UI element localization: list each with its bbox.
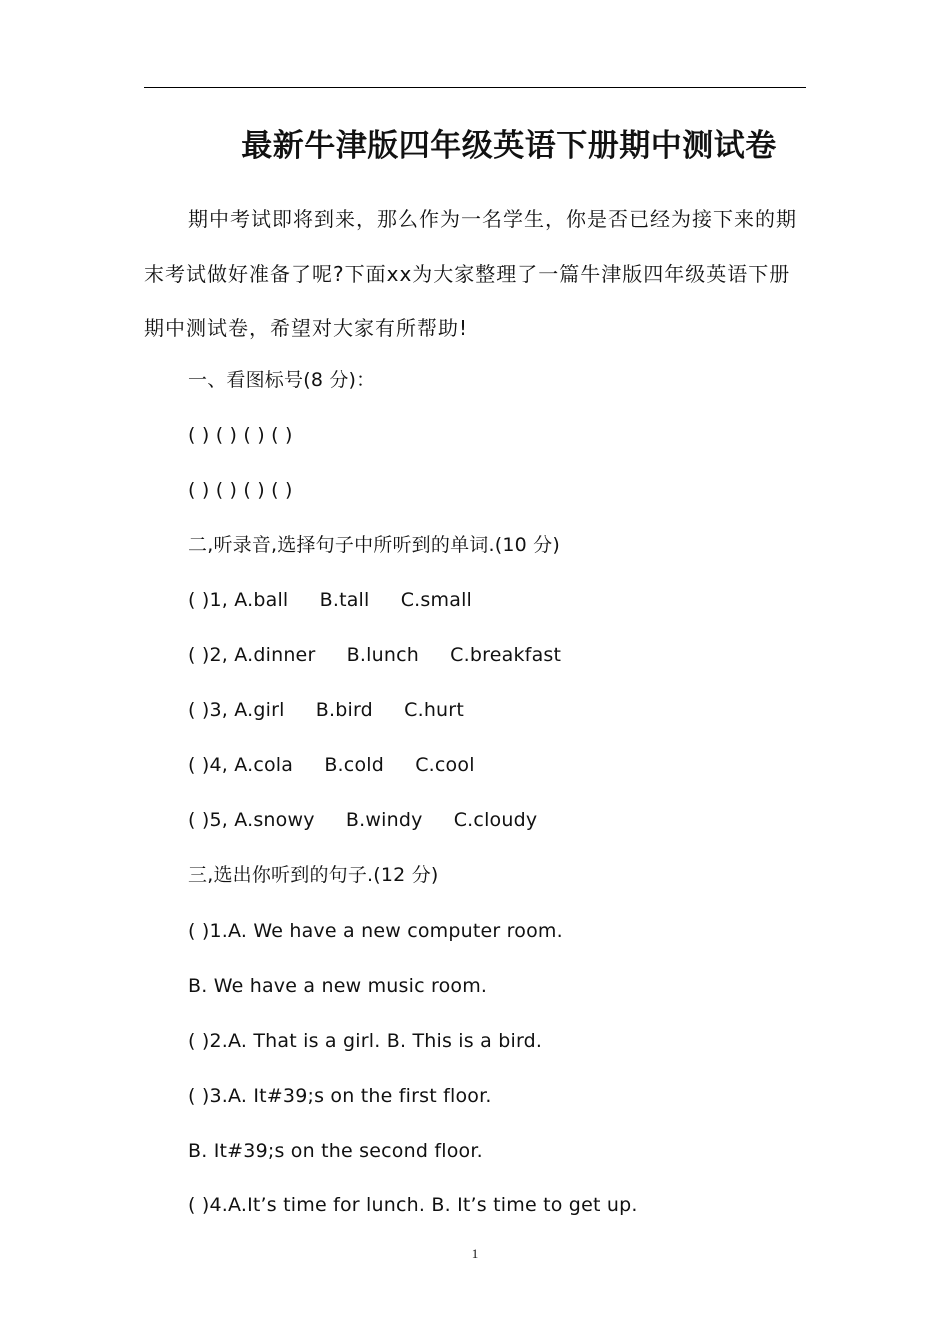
intro-paragraph: 期中考试即将到来，那么作为一名学生，你是否已经为接下来的期末考试做好准备了呢?下面xx为大家整理了一篇牛津版四年级英语下册期中测试卷，希望对大家有所帮助!	[144, 207, 797, 340]
question-line: ( )1.A. We have a new computer room.	[188, 920, 563, 942]
question-line: ( )4.A.It’s time for lunch. B. It’s time to get up.	[188, 1194, 638, 1216]
header-rule	[144, 87, 806, 88]
answer-blanks-row-1: ( ) ( ) ( ) ( )	[188, 424, 293, 446]
section-heading-2: 二,听录音,选择句子中所听到的单词.(10 分)	[188, 534, 560, 556]
question-line: ( )5, A.snowy B.windy C.cloudy	[188, 809, 538, 831]
page-number: 1	[471, 1246, 479, 1261]
question-line: ( )4, A.cola B.cold C.cool	[188, 754, 475, 776]
question-line: ( )3.A. It#39;s on the first floor.	[188, 1085, 492, 1107]
section-heading-3: 三,选出你听到的句子.(12 分)	[188, 864, 439, 886]
question-line: B. We have a new music room.	[188, 975, 488, 997]
section-heading-1: 一、看图标号(8 分)：	[188, 369, 376, 391]
question-line: ( )2.A. That is a girl. B. This is a bird.	[188, 1030, 543, 1052]
question-line: ( )2, A.dinner B.lunch C.breakfast	[188, 644, 562, 666]
page-title: 最新牛津版四年级英语下册期中测试卷	[241, 128, 777, 164]
answer-blanks-row-2: ( ) ( ) ( ) ( )	[188, 479, 293, 501]
question-line: B. It#39;s on the second floor.	[188, 1140, 483, 1162]
question-line: ( )1, A.ball B.tall C.small	[188, 589, 473, 611]
question-line: ( )3, A.girl B.bird C.hurt	[188, 699, 464, 721]
